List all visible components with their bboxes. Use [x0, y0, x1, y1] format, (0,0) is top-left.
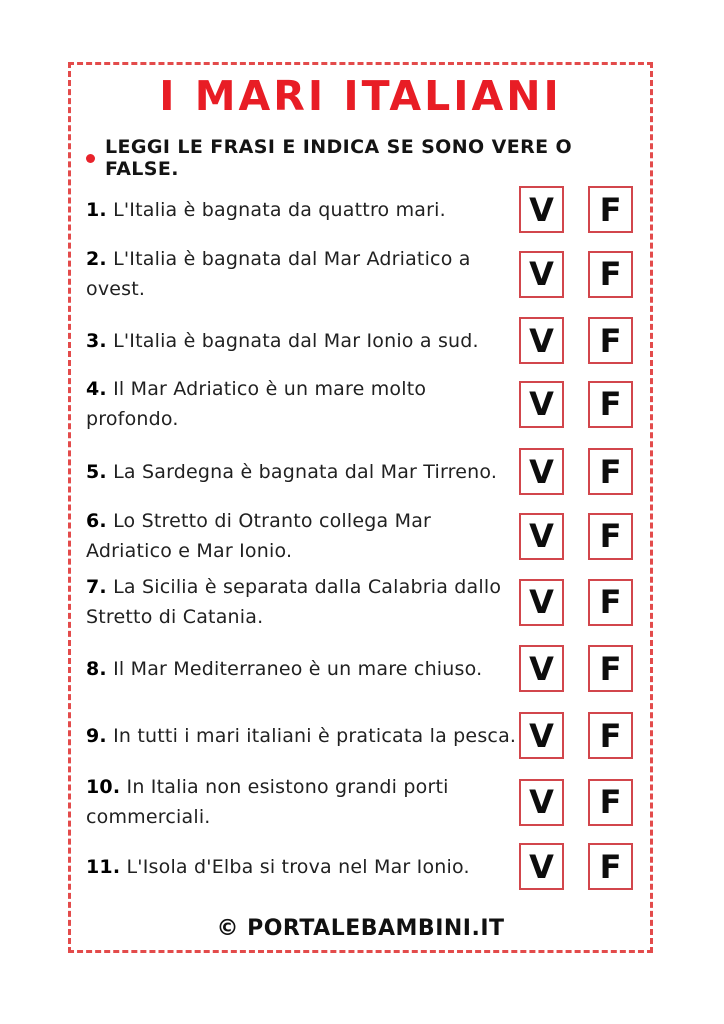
question-number: 7. [86, 576, 107, 598]
question-sentence: L'Italia è bagnata dal Mar Ionio a sud. [113, 329, 479, 352]
question-row [86, 843, 633, 890]
question-sentence: La Sicilia è separata dalla Calabria dallo Stretto di Catania. [86, 576, 502, 628]
question-text [86, 374, 518, 434]
page-title: I MARI ITALIANI [159, 72, 562, 120]
false-box[interactable]: F [588, 317, 633, 364]
false-box[interactable]: F [588, 645, 633, 692]
question-sentence: L'Italia è bagnata dal Mar Adriatico a ovest. [86, 248, 471, 300]
question-number: 2. [86, 248, 107, 270]
instruction-row [86, 136, 626, 180]
true-box[interactable]: V [519, 513, 564, 560]
false-box[interactable]: F [588, 712, 633, 759]
question-number: 3. [86, 329, 107, 352]
answer-boxes [519, 779, 633, 826]
question-row [86, 572, 633, 632]
question-text [86, 506, 518, 566]
true-box[interactable]: V [519, 317, 564, 364]
answer-boxes [519, 317, 633, 364]
question-row [86, 186, 633, 233]
false-box[interactable]: F [588, 579, 633, 626]
false-box[interactable]: F [588, 513, 633, 560]
question-text [86, 457, 518, 487]
question-row [86, 712, 633, 759]
answer-boxes [519, 579, 633, 626]
true-box[interactable]: V [519, 448, 564, 495]
answer-boxes [519, 381, 633, 428]
question-text [86, 721, 518, 751]
question-number: 1. [86, 198, 107, 221]
question-text [86, 852, 518, 882]
question-row [86, 244, 633, 304]
bullet-icon [86, 154, 95, 163]
question-sentence: In tutti i mari italiani è praticata la pesca. [113, 724, 517, 747]
question-sentence: L'Isola d'Elba si trova nel Mar Ionio. [126, 855, 470, 878]
question-row [86, 448, 633, 495]
copyright-footer: © PORTALEBAMBINI.IT [216, 916, 505, 941]
false-box[interactable]: F [588, 779, 633, 826]
false-box[interactable]: F [588, 186, 633, 233]
answer-boxes [519, 645, 633, 692]
true-box[interactable]: V [519, 186, 564, 233]
question-number: 8. [86, 657, 107, 680]
answer-boxes [519, 448, 633, 495]
question-text [86, 326, 518, 356]
false-box[interactable]: F [588, 251, 633, 298]
question-number: 11. [86, 855, 121, 878]
question-text [86, 654, 518, 684]
answer-boxes [519, 186, 633, 233]
false-box[interactable]: F [588, 381, 633, 428]
false-box[interactable]: F [588, 843, 633, 890]
true-box[interactable]: V [519, 251, 564, 298]
question-sentence: L'Italia è bagnata da quattro mari. [113, 198, 446, 221]
true-box[interactable]: V [519, 712, 564, 759]
question-number: 10. [86, 776, 121, 798]
answer-boxes [519, 251, 633, 298]
question-row [86, 506, 633, 566]
question-sentence: In Italia non esistono grandi porti commerciali. [86, 776, 449, 828]
true-box[interactable]: V [519, 381, 564, 428]
question-number: 5. [86, 460, 107, 483]
true-box[interactable]: V [519, 779, 564, 826]
question-number: 6. [86, 510, 107, 532]
question-text [86, 772, 518, 832]
question-number: 9. [86, 724, 107, 747]
true-box[interactable]: V [519, 843, 564, 890]
question-sentence: Lo Stretto di Otranto collega Mar Adriatico e Mar Ionio. [86, 510, 432, 562]
question-text [86, 244, 518, 304]
question-number: 4. [86, 378, 107, 400]
answer-boxes [519, 712, 633, 759]
instruction-text: LEGGI LE FRASI E INDICA SE SONO VERE O FALSE. [105, 136, 573, 180]
question-row [86, 317, 633, 364]
question-row [86, 374, 633, 434]
question-sentence: La Sardegna è bagnata dal Mar Tirreno. [113, 460, 498, 483]
question-sentence: Il Mar Adriatico è un mare molto profondo. [86, 378, 427, 430]
question-row [86, 772, 633, 832]
question-text [86, 572, 518, 632]
question-text [86, 195, 518, 225]
question-row [86, 645, 633, 692]
true-box[interactable]: V [519, 579, 564, 626]
question-sentence: Il Mar Mediterraneo è un mare chiuso. [113, 657, 483, 680]
true-box[interactable]: V [519, 645, 564, 692]
answer-boxes [519, 843, 633, 890]
answer-boxes [519, 513, 633, 560]
false-box[interactable]: F [588, 448, 633, 495]
